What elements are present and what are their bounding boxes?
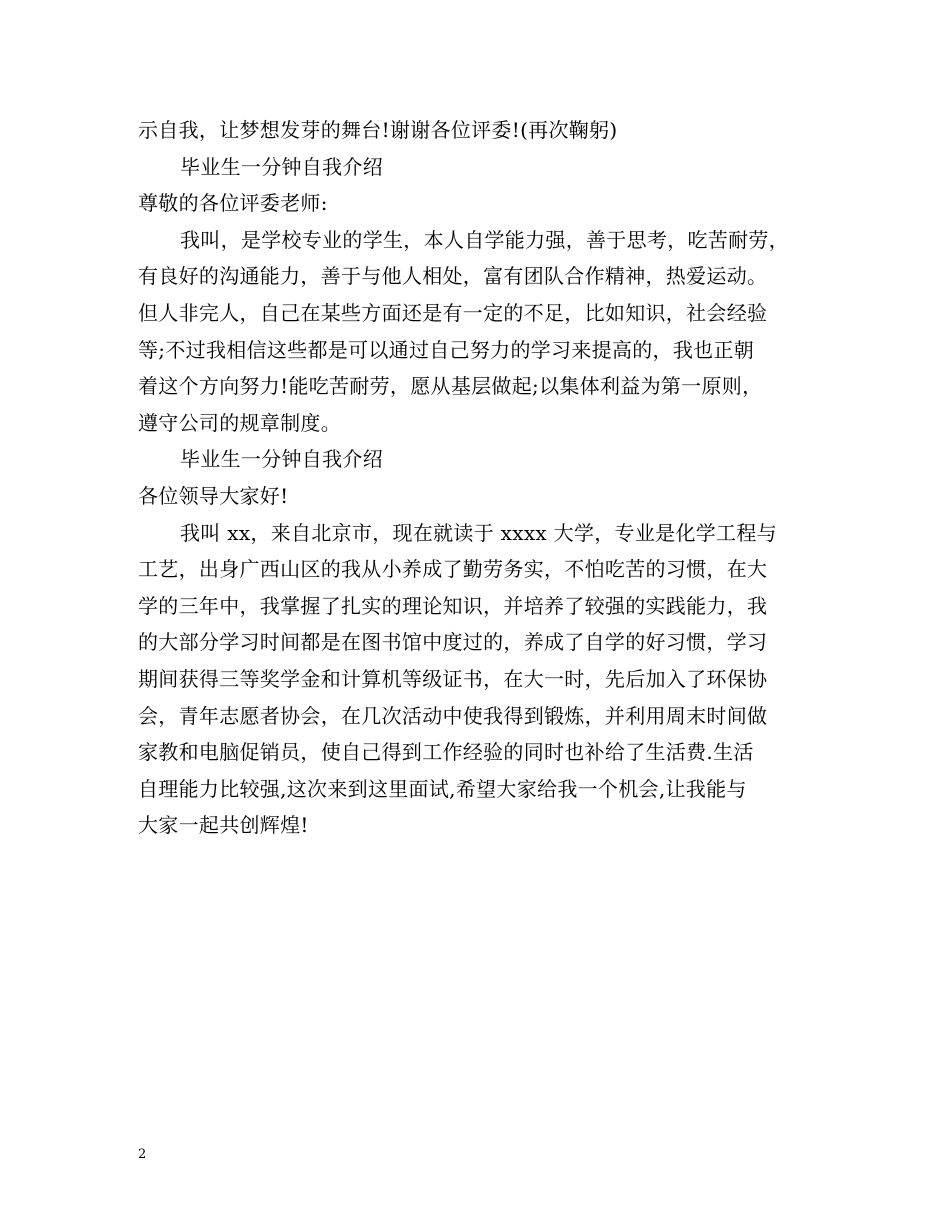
page-number: 2 [138, 1147, 147, 1162]
document-body [138, 112, 828, 844]
text-line: 有良好的沟通能力，善于与他人相处，富有团队合作精神，热爱运动。 [138, 264, 768, 289]
text-line: 毕业生一分钟自我介绍 [180, 154, 383, 179]
text-line: 各位领导大家好! [138, 483, 289, 508]
text-line: 期间获得三等奖学金和计算机等级证书，在大一时，先后加入了环保协 [138, 666, 768, 691]
text-line: 工艺，出身广西山区的我从小养成了勤劳务实，不怕吃苦的习惯，在大 [138, 557, 768, 582]
text-line: 我叫 xx，来自北京市，现在就读于 xxxx 大学，专业是化学工程与 [180, 520, 777, 545]
text-line: 示自我，让梦想发芽的舞台!谢谢各位评委!(再次鞠躬) [138, 118, 618, 142]
text-line: 我叫，是学校专业的学生，本人自学能力强，善于思考，吃苦耐劳， [180, 227, 789, 252]
text-line: 的大部分学习时间都是在图书馆中度过的，养成了自学的好习惯，学习 [138, 630, 768, 655]
text-line: 大家一起共创辉煌! [138, 813, 309, 838]
text-line: 尊敬的各位评委老师: [138, 191, 328, 216]
text-line: 着这个方向努力!能吃苦耐劳，愿从基层做起;以集体利益为第一原则， [138, 374, 763, 399]
text-line: 学的三年中，我掌握了扎实的理论知识，并培养了较强的实践能力，我 [138, 593, 768, 618]
text-line: 等;不过我相信这些都是可以通过自己努力的学习来提高的，我也正朝 [138, 337, 755, 362]
text-line: 毕业生一分钟自我介绍 [180, 447, 383, 472]
text-line: 但人非完人，自己在某些方面还是有一定的不足，比如知识，社会经验 [138, 300, 768, 325]
text-line: 会，青年志愿者协会，在几次活动中使我得到锻炼，并利用周末时间做 [138, 703, 768, 728]
text-line: 自理能力比较强,这次来到这里面试,希望大家给我一个机会,让我能与 [138, 776, 747, 801]
text-line: 遵守公司的规章制度。 [138, 410, 341, 435]
text-line: 家教和电脑促销员，使自己得到工作经验的同时也补给了生活费.生活 [138, 740, 754, 765]
